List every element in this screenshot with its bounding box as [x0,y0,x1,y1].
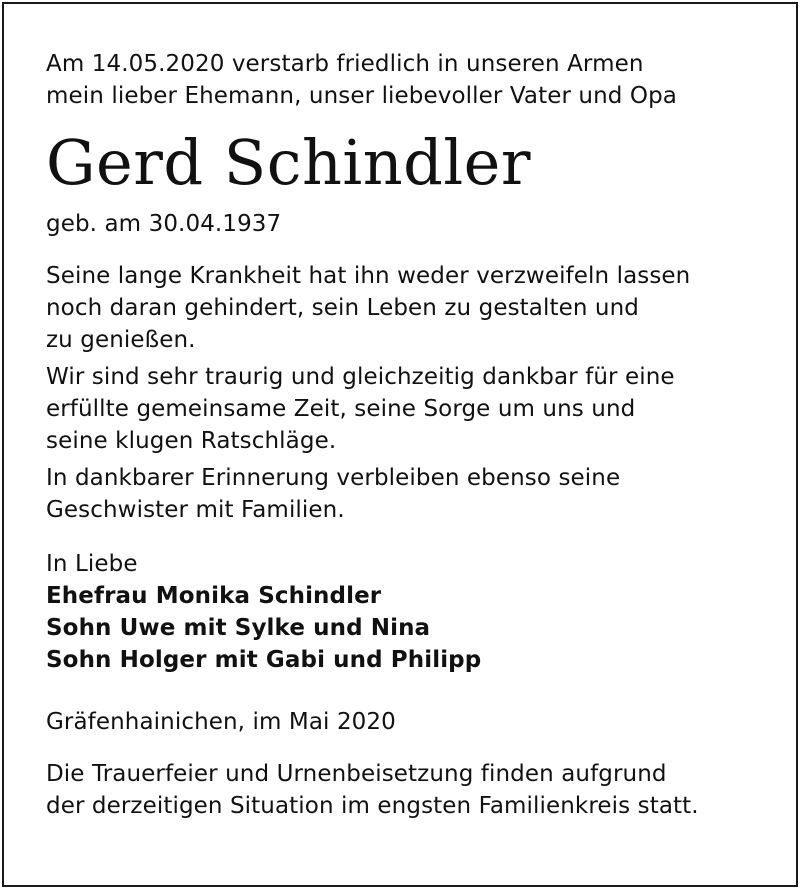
funeral-notice [46,758,766,822]
paragraph-line: erfüllte gemeinsame Zeit, seine Sorge um uns und [46,396,636,422]
intro-line-2: mein lieber Ehemann, unser liebevoller Vater und Opa [46,83,677,109]
mourner-name: Ehefrau Monika Schindler [46,583,382,609]
mourner-name: Sohn Holger mit Gabi und Philipp [46,647,482,673]
place-date: Gräfenhainichen, im Mai 2020 [46,709,396,735]
mourners-block [46,548,766,676]
paragraph-gratitude [46,361,766,457]
paragraph-line: zu genießen. [46,327,196,353]
paragraph-line: Geschwister mit Familien. [46,497,345,523]
paragraph-line: noch daran gehindert, sein Leben zu gestalten und [46,295,639,321]
paragraph-line: Wir sind sehr traurig und gleichzeitig dankbar für eine [46,364,675,390]
paragraph-illness [46,260,766,356]
notice-line-2: der derzeitigen Situation im engsten Familienkreis statt. [46,793,699,819]
mourners-intro: In Liebe [46,551,138,577]
notice-line-1: Die Trauerfeier und Urnenbeisetzung finden aufgrund [46,761,667,787]
paragraph-line: Seine lange Krankheit hat ihn weder verzweifeln lassen [46,263,691,289]
paragraph-line: seine klugen Ratschläge. [46,428,337,454]
paragraph-siblings [46,462,766,526]
paragraph-line: In dankbarer Erinnerung verbleiben ebenso seine [46,465,621,491]
intro-line-1: Am 14.05.2020 verstarb friedlich in unseren Armen [46,51,644,77]
obituary-content [46,48,766,822]
deceased-name: Gerd Schindler [46,126,531,199]
mourner-name: Sohn Uwe mit Sylke und Nina [46,615,431,641]
birth-date: geb. am 30.04.1937 [46,211,282,237]
